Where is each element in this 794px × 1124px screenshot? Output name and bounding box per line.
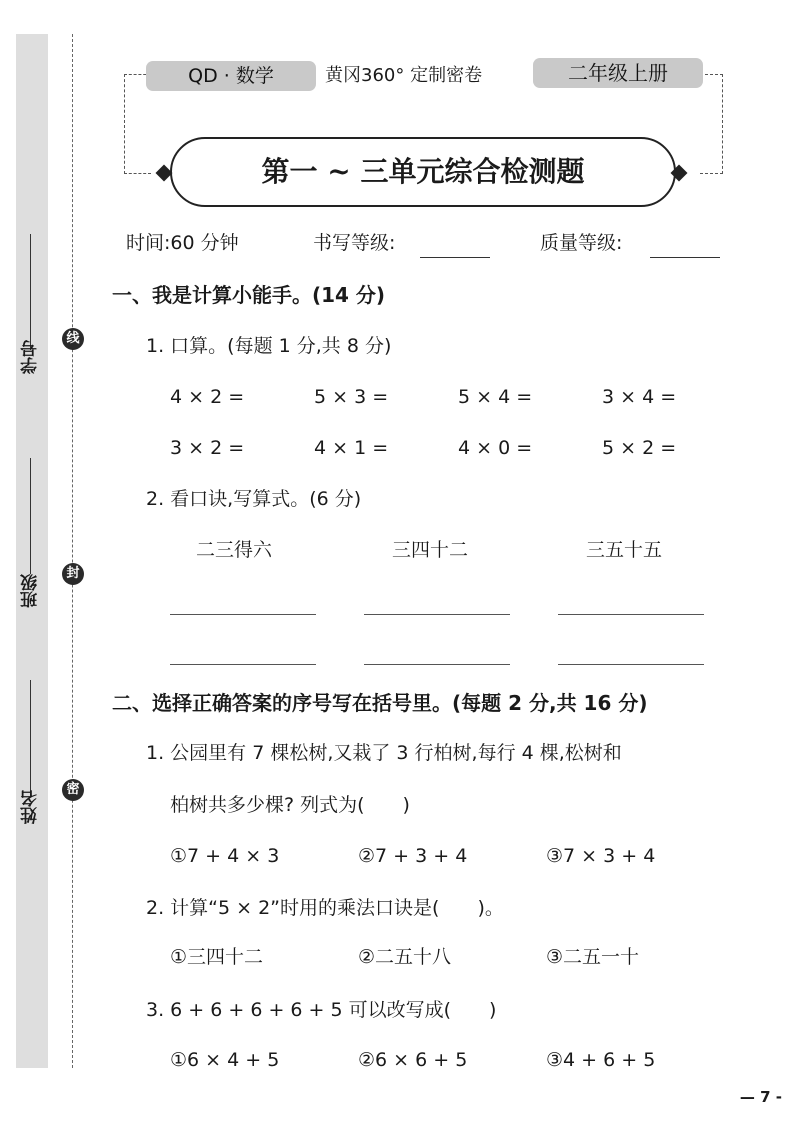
series-title: 黄冈360° 定制密卷 <box>325 65 483 86</box>
answer-line[interactable] <box>170 614 316 615</box>
option-1[interactable]: ①6 × 4 + 5 <box>170 1049 280 1071</box>
multiplication-rhyme: 三四十二 <box>392 539 469 561</box>
option-1[interactable]: ①7 + 4 × 3 <box>170 845 280 867</box>
answer-line[interactable] <box>558 664 704 665</box>
mental-calc-item: 4 × 2 = <box>170 386 245 408</box>
blank-line <box>30 680 31 796</box>
page-number: — 7 - <box>739 1088 782 1106</box>
bracket-left <box>124 74 151 174</box>
q1-label: 1. 口算。(每题 1 分,共 8 分) <box>146 335 392 357</box>
s2-q1-line2: 柏树共多少棵? 列式为( ) <box>170 794 410 816</box>
mental-calc-item: 3 × 4 = <box>602 386 677 408</box>
answer-line[interactable] <box>364 614 510 615</box>
grade-pill: 二年级上册 <box>533 58 703 88</box>
seal-mi: 密 <box>62 779 84 801</box>
option-2[interactable]: ②二五十八 <box>358 946 452 968</box>
quality-grade-label: 质量等级: <box>540 232 623 254</box>
mental-calc-item: 4 × 0 = <box>458 437 533 459</box>
mental-calc-item: 3 × 2 = <box>170 437 245 459</box>
option-1[interactable]: ①三四十二 <box>170 946 264 968</box>
answer-line[interactable] <box>364 664 510 665</box>
writing-grade-blank[interactable] <box>420 257 490 258</box>
option-3[interactable]: ③7 × 3 + 4 <box>546 845 656 867</box>
blank-line <box>30 234 31 350</box>
option-3[interactable]: ③二五一十 <box>546 946 640 968</box>
s2-q2-line1: 2. 计算“5 × 2”时用的乘法口诀是( )。 <box>146 897 504 919</box>
seal-xian: 线 <box>62 328 84 350</box>
class-label: 班级 <box>21 574 41 608</box>
blank-line <box>30 458 31 574</box>
cut-line <box>72 34 73 1068</box>
quality-grade-blank[interactable] <box>650 257 720 258</box>
mental-calc-item: 5 × 4 = <box>458 386 533 408</box>
seal-feng: 封 <box>62 563 84 585</box>
section1-heading: 一、我是计算小能手。(14 分) <box>112 283 386 307</box>
s2-q3-line1: 3. 6 + 6 + 6 + 6 + 5 可以改写成( ) <box>146 999 497 1021</box>
option-2[interactable]: ②6 × 6 + 5 <box>358 1049 468 1071</box>
time-label: 时间:60 分钟 <box>126 232 239 254</box>
answer-line[interactable] <box>558 614 704 615</box>
mental-calc-item: 5 × 2 = <box>602 437 677 459</box>
bracket-right <box>700 74 723 174</box>
student-number-label: 学号 <box>21 340 41 374</box>
writing-grade-label: 书写等级: <box>313 232 396 254</box>
mental-calc-item: 5 × 3 = <box>314 386 389 408</box>
mental-calc-item: 4 × 1 = <box>314 437 389 459</box>
binding-strip <box>16 34 48 1068</box>
name-label: 姓名 <box>21 790 41 824</box>
answer-line[interactable] <box>170 664 316 665</box>
page-title: 第一 ~ 三单元综合检测题 <box>261 155 585 188</box>
multiplication-rhyme: 三五十五 <box>586 539 663 561</box>
q2-label: 2. 看口诀,写算式。(6 分) <box>146 488 362 510</box>
section2-heading: 二、选择正确答案的序号写在括号里。(每题 2 分,共 16 分) <box>112 691 648 715</box>
subject-pill: QD · 数学 <box>146 61 316 91</box>
option-2[interactable]: ②7 + 3 + 4 <box>358 845 468 867</box>
s2-q1-line1: 1. 公园里有 7 棵松树,又栽了 3 行柏树,每行 4 棵,松树和 <box>146 742 622 764</box>
multiplication-rhyme: 二三得六 <box>196 539 273 561</box>
option-3[interactable]: ③4 + 6 + 5 <box>546 1049 656 1071</box>
